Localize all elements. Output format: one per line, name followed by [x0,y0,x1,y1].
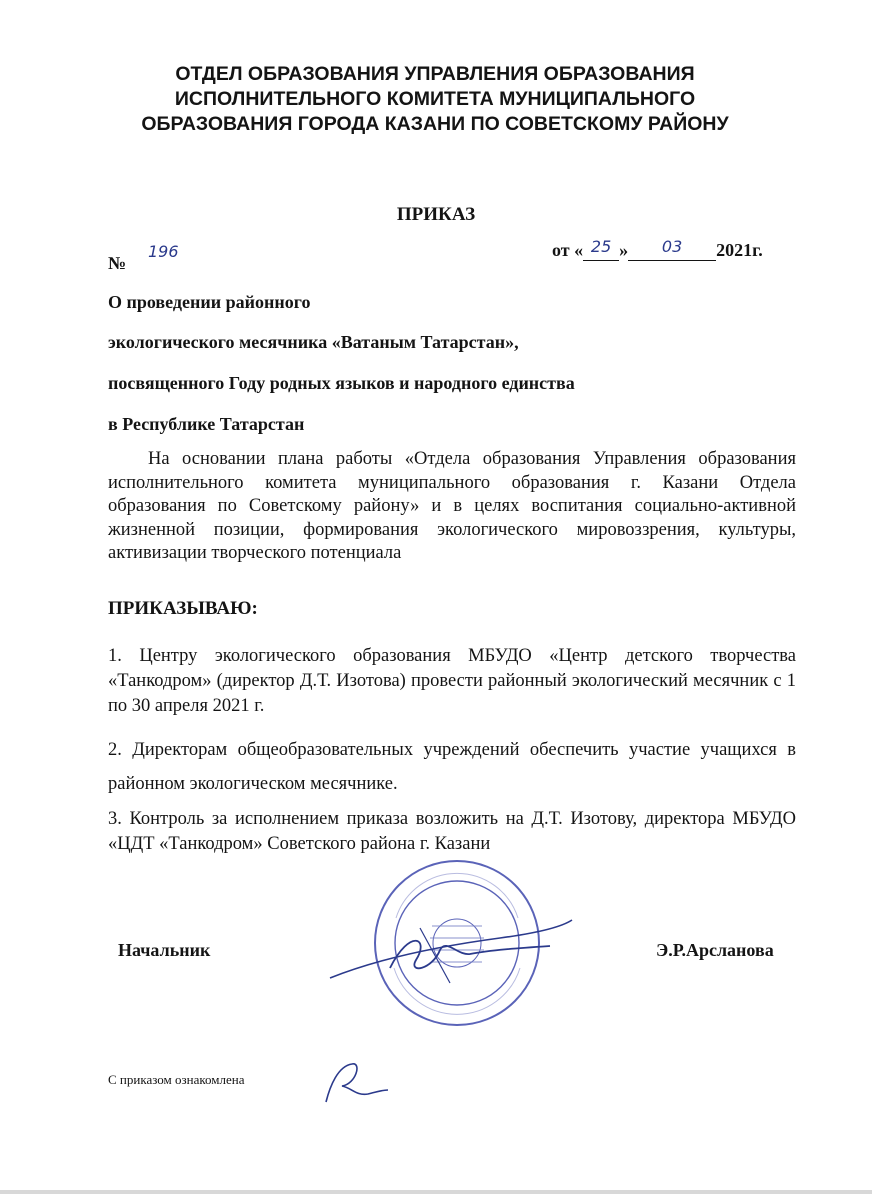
date-day-blank [583,237,619,261]
date-month-blank [628,237,716,261]
order-number-label: № [108,253,127,273]
order-number-handwritten: 196 [148,242,179,261]
document-title: ПРИКАЗ [396,204,476,225]
subject-line-1: О проведении районного [108,292,311,312]
order-item-2: 2. Директорам общеобразовательных учреждений обеспечить участие учащихся в районном экологическом месячнике. [108,740,796,794]
header-line-3: ОБРАЗОВАНИЯ ГОРОДА КАЗАНИ ПО СОВЕТСКОМУ РАЙОНУ [141,113,729,135]
header-line-2: ИСПОЛНИТЕЛЬНОГО КОМИТЕТА МУНИЦИПАЛЬНОГО [174,88,696,110]
organization-header [110,62,760,137]
subject-line-4: в Республике Татарстан [108,414,305,434]
ordering-heading: ПРИКАЗЫВАЮ: [108,598,258,619]
date-day-handwritten: 25 [590,237,612,256]
date-prefix: от « [552,240,584,260]
acknowledgement-signature [312,1056,392,1108]
order-item-3: 3. Контроль за исполнением приказа возложить на Д.Т. Изотову, директора МБУДО «ЦДТ «Танкодром» Советского района г. Казани [108,809,796,854]
order-item-1: 1. Центру экологического образования МБУДО «Центр детского творчества «Танкодром» (директор Д.Т. Изотова) провести районный экологический месячник с 1 по 30 апреля 2021 г. [108,646,796,716]
date-month-handwritten: 03 [661,237,683,256]
signatory-name: Э.Р.Арсланова [656,940,774,960]
scan-edge-divider [0,1190,872,1194]
subject-line-2: экологического месячника «Ватаным Татарстан», [108,332,519,352]
order-date [552,237,763,261]
subject-line-3: посвященного Году родных языков и народного единства [108,373,575,393]
acknowledgement-note: С приказом ознакомлена [108,1072,245,1087]
head-signature [320,898,580,988]
date-separator: » [619,240,629,260]
header-line-1: ОТДЕЛ ОБРАЗОВАНИЯ УПРАВЛЕНИЯ ОБРАЗОВАНИЯ [175,63,695,85]
signatory-position: Начальник [118,940,211,960]
date-year: 2021г. [716,240,763,260]
preamble-paragraph: На основании плана работы «Отдела образования Управления образования исполнительного комитета муниципального образования г. Казани Отдела образования по Советскому району» и в целях воспитания социально-активной жизненной позиции, формирования экологического мировоззрения, культуры, активизации творческого потенциала [108,449,796,563]
